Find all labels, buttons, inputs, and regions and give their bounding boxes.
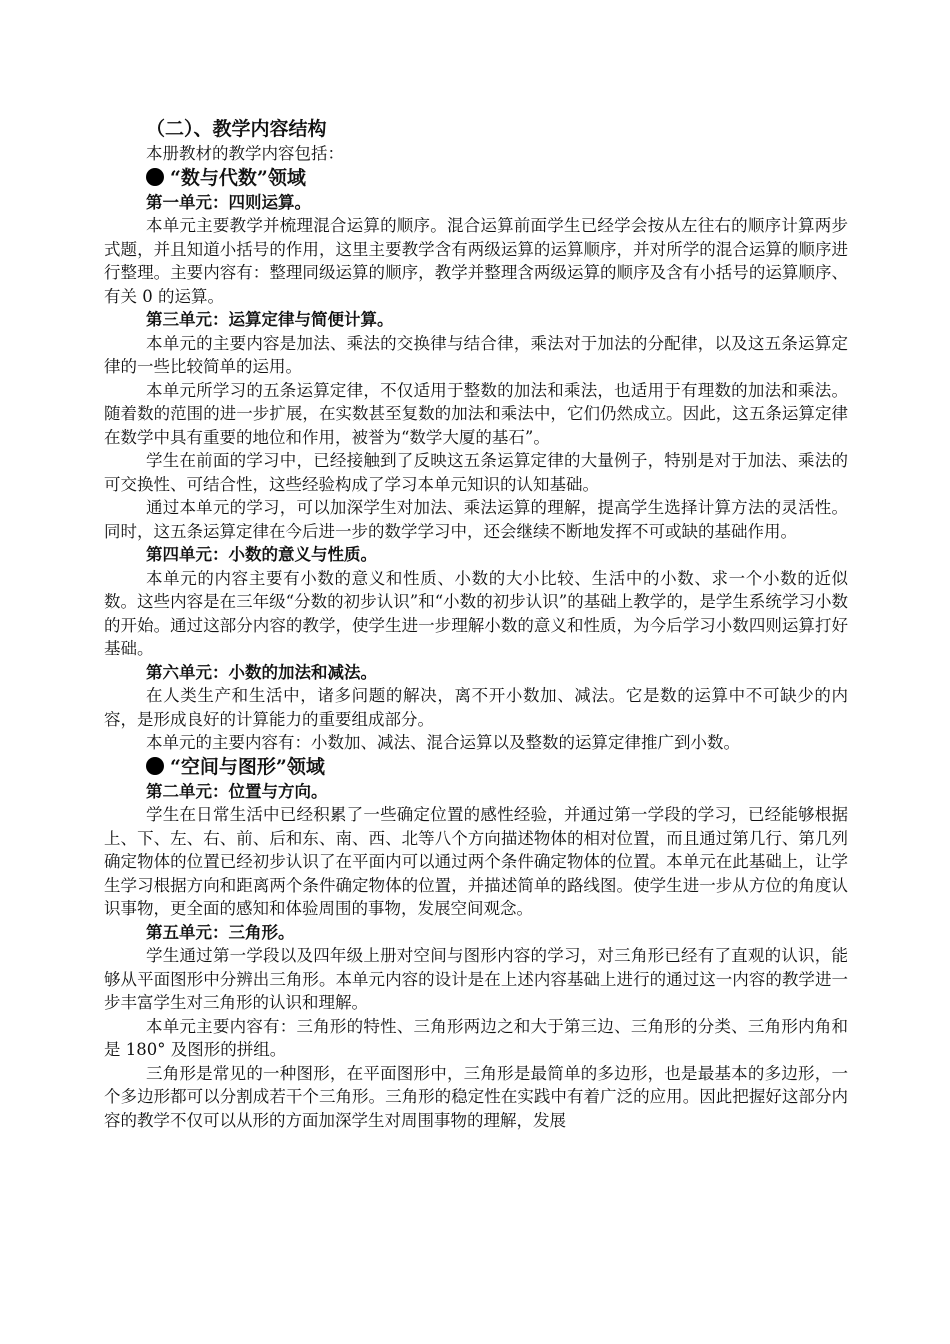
paragraph: 本单元主要教学并梳理混合运算的顺序。混合运算前面学生已经学会按从左往右的顺序计算两步式题，并且知道小括号的作用，这里主要教学含有两级运算的运算顺序，并对所学的混合运算的顺序进行整理。主要内容有：整理同级运算的顺序，教学并整理含两级运算的顺序及含有小括号的运算顺序、有关 0 的运算。 — [104, 216, 848, 306]
paragraph: 本单元的主要内容是加法、乘法的交换律与结合律，乘法对于加法的分配律，以及这五条运算定律的一些比较简单的运用。 — [104, 333, 848, 376]
paragraph: 本单元的主要内容有：小数加、减法、混合运算以及整数的运算定律推广到小数。 — [146, 733, 740, 752]
paragraph: 学生在前面的学习中，已经接触到了反映这五条运算定律的大量例子，特别是对于加法、乘法的可交换性、可结合性，这些经验构成了学习本单元知识的认知基础。 — [104, 451, 848, 494]
unit-title: 第四单元：小数的意义与性质。 — [146, 545, 377, 564]
bullet-icon — [146, 168, 164, 186]
intro-text: 本册教材的教学内容包括： — [146, 144, 344, 163]
bullet-icon — [146, 757, 164, 775]
unit-title: 第二单元：位置与方向。 — [146, 781, 328, 801]
section-heading: （二）、教学内容结构 — [146, 118, 327, 140]
paragraph: 学生在日常生活中已经积累了一些确定位置的感性经验，并通过第一学段的学习，已经能够根据上、下、左、右、前、后和东、南、西、北等八个方向描述物体的相对位置，而且通过第几行、第几列确定物体的位置已经初步认识了在平面内可以通过两个条件确定物体的位置。本单元在此基础上，让学生学习根据方向和距离两个条件确定物体的位置，并描述简单的路线图。使学生进一步从方位的角度认识事物，更全面的感知和体验周围的事物，发展空间观念。 — [104, 805, 848, 918]
document-page — [104, 116, 848, 1132]
unit-title: 第六单元：小数的加法和减法。 — [146, 662, 377, 682]
unit-title: 第三单元：运算定律与简便计算。 — [146, 310, 394, 329]
paragraph: 本单元主要内容有：三角形的特性、三角形两边之和大于第三边、三角形的分类、三角形内角和是 180° 及图形的拼组。 — [104, 1016, 848, 1059]
paragraph: 三角形是常见的一种图形，在平面图形中，三角形是最简单的多边形，也是最基本的多边形，一个多边形都可以分割成若干个三角形。三角形的稳定性在实践中有着广泛的应用。因此把握好这部分内容的教学不仅可以从形的方面加深学生对周围事物的理解，发展 — [104, 1063, 848, 1130]
paragraph: 本单元的内容主要有小数的意义和性质、小数的大小比较、生活中的小数、求一个小数的近似数。这些内容是在三年级“分数的初步认识”和“小数的初步认识”的基础上教学的，是学生系统学习小数的开始。通过这部分内容的教学，使学生进一步理解小数的意义和性质，为今后学习小数四则运算打好基础。 — [104, 568, 848, 658]
paragraph: 本单元所学习的五条运算定律，不仅适用于整数的加法和乘法，也适用于有理数的加法和乘法。随着数的范围的进一步扩展，在实数甚至复数的加法和乘法中，它们仍然成立。因此，这五条运算定律在数学中具有重要的地位和作用，被誉为“数学大厦的基石”。 — [104, 380, 848, 447]
domain-heading-space-geometry: “空间与图形”领域 — [104, 755, 848, 780]
unit-title: 第五单元：三角形。 — [146, 922, 295, 942]
paragraph: 在人类生产和生活中，诸多问题的解决，离不开小数加、减法。它是数的运算中不可缺少的内容，是形成良好的计算能力的重要组成部分。 — [104, 686, 848, 729]
domain-heading-number-algebra: “数与代数”领域 — [104, 166, 848, 191]
unit-title: 第一单元：四则运算。 — [146, 192, 311, 212]
paragraph: 通过本单元的学习，可以加深学生对加法、乘法运算的理解，提高学生选择计算方法的灵活性。同时，这五条运算定律在今后进一步的数学学习中，还会继续不断地发挥不可或缺的基础作用。 — [104, 498, 848, 541]
paragraph: 学生通过第一学段以及四年级上册对空间与图形内容的学习，对三角形已经有了直观的认识，能够从平面图形中分辨出三角形。本单元内容的设计是在上述内容基础上进行的通过这一内容的教学进一步丰富学生对三角形的认识和理解。 — [104, 946, 848, 1012]
